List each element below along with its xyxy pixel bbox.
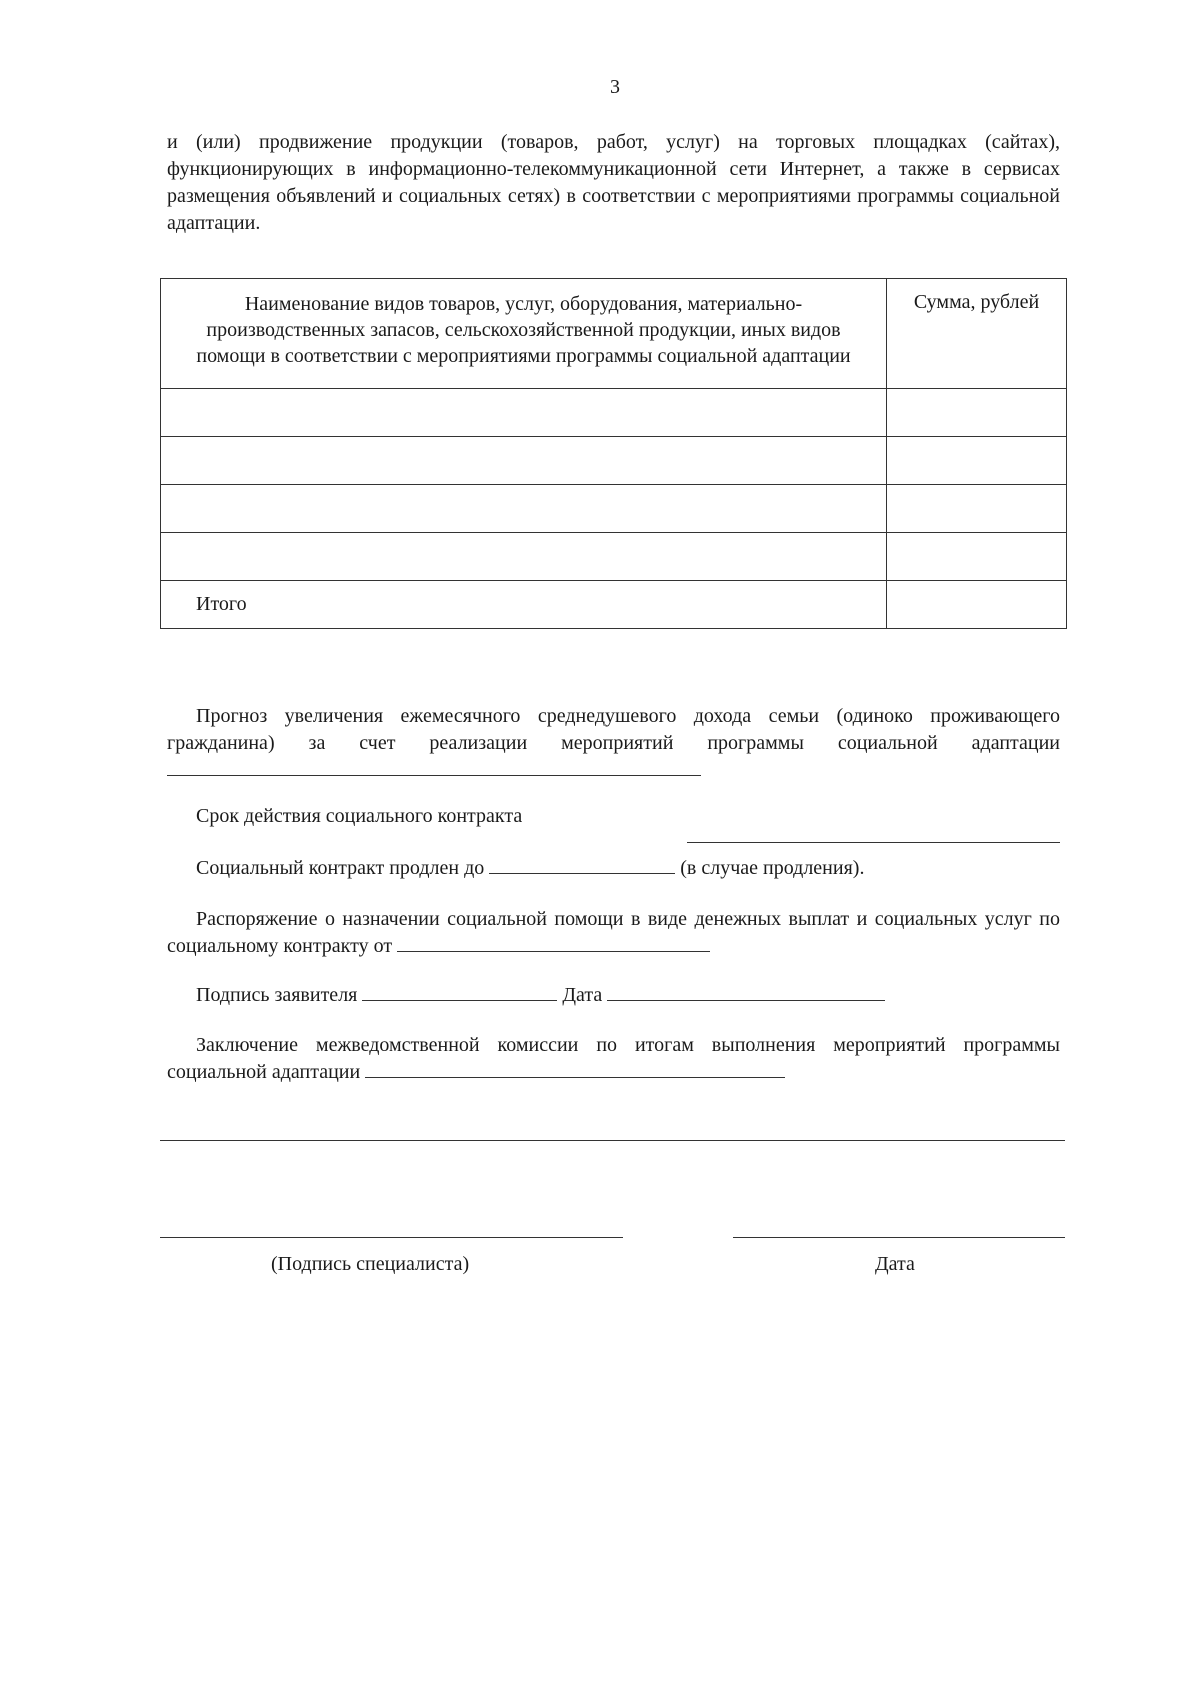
footer-date-label: Дата [875,1253,915,1275]
intro-paragraph: и (или) продвижение продукции (товаров, работ, услуг) на торговых площадках (сайтах), функционирующих в информационно-телекоммуникационной сети Интернет, а также в сервисах размещения объявлений и социальных сетях) в соответствии с мероприятиями программы социальной адаптации. [167,131,1060,234]
commission-blank[interactable] [365,1059,785,1078]
table-cell-name[interactable] [161,437,887,485]
applicant-signature-row [167,982,1060,1009]
contract-extended-label: Социальный контракт продлен до [196,857,485,879]
table-row [161,389,1067,437]
header-sum-cell: Сумма, рублей [887,279,1067,389]
table-total-row [161,581,1067,629]
commission-text: Заключение межведомственной комиссии по итогам выполнения мероприятий программы социальной адаптации [167,1034,1060,1083]
table-cell-sum[interactable] [887,485,1067,533]
table-cell-sum[interactable] [887,389,1067,437]
applicant-signature-blank[interactable] [362,982,557,1001]
contract-term-blank[interactable] [687,842,1060,843]
table-cell-sum[interactable] [887,437,1067,485]
contract-term-label: Срок действия социального контракта [196,805,523,827]
contract-extended-blank[interactable] [489,855,675,874]
applicant-date-blank[interactable] [607,982,885,1001]
forecast-paragraph [167,703,1060,784]
table-row [161,533,1067,581]
applicant-date-label: Дата [562,984,603,1006]
specialist-signature-label: (Подпись специалиста) [271,1253,470,1275]
table-cell-name[interactable] [161,533,887,581]
commission-continuation-line[interactable] [160,1140,1065,1141]
header-name-cell: Наименование видов товаров, услуг, оборудования, материально-производственных запасов, сельскохозяйственной продукции, иных видов помощи в соответствии с мероприятиями программы социальной адаптации [161,279,887,389]
page-number: 3 [610,76,620,98]
table-row [161,485,1067,533]
table-header-row [161,279,1067,389]
table-row [161,437,1067,485]
forecast-text: Прогноз увеличения ежемесячного среднедушевого дохода семьи (одиноко проживающего гражданина) за счет реализации мероприятий программы социальной адаптации [167,705,1060,754]
order-text: Распоряжение о назначении социальной помощи в виде денежных выплат и социальных услуг по социальному контракту от [167,908,1060,957]
commission-paragraph [167,1032,1060,1086]
order-paragraph [167,906,1060,960]
applicant-signature-label: Подпись заявителя [196,984,358,1006]
contract-extended-paragraph [167,855,1060,882]
contract-extended-suffix: (в случае продления). [680,857,865,879]
specialist-signature-line[interactable] [160,1237,623,1238]
items-table [160,278,1067,629]
forecast-blank[interactable] [167,757,701,776]
table-cell-name[interactable] [161,389,887,437]
order-date-blank[interactable] [397,933,710,952]
footer-date-line[interactable] [733,1237,1065,1238]
table-cell-sum[interactable] [887,533,1067,581]
total-label-cell: Итого [161,581,887,629]
table-cell-name[interactable] [161,485,887,533]
total-sum-cell[interactable] [887,581,1067,629]
